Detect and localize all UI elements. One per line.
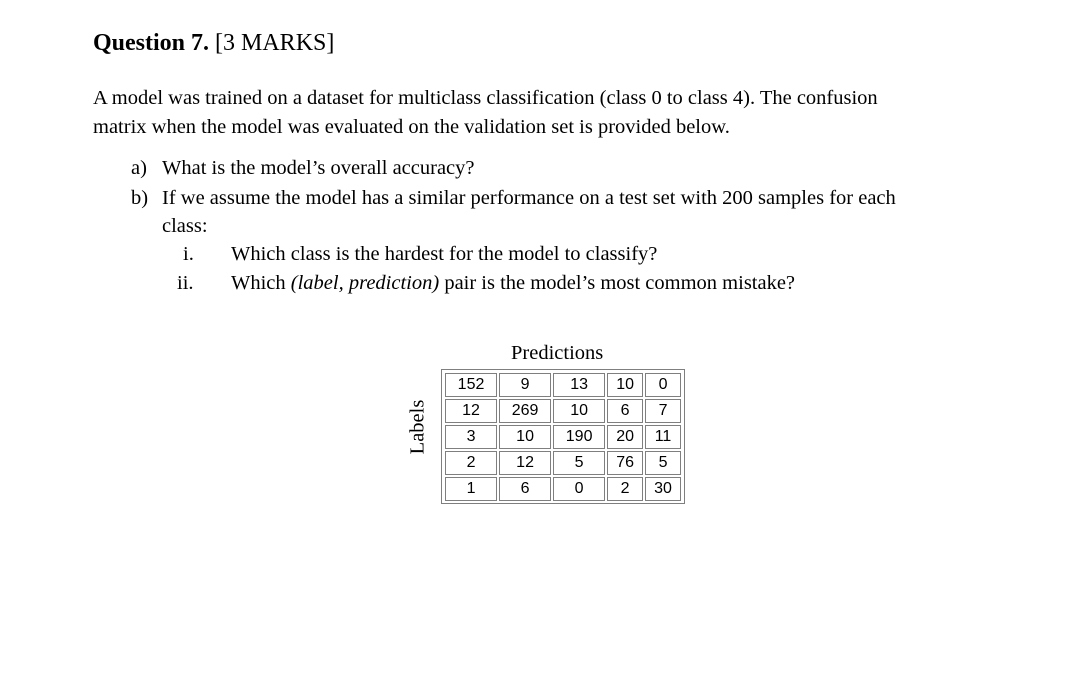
question-heading	[93, 30, 334, 57]
matrix-cell: 7	[645, 399, 681, 423]
matrix-cell: 1	[445, 477, 497, 501]
matrix-cell: 152	[445, 373, 497, 397]
part-b-ii-text	[231, 269, 795, 298]
part-b-ii-italic: (label, prediction)	[290, 272, 440, 294]
matrix-cell: 0	[553, 477, 605, 501]
part-b-marker: b)	[131, 187, 149, 209]
labels-axis-label: Labels	[406, 399, 429, 455]
matrix-row	[445, 399, 681, 423]
part-a-text: What is the model’s overall accuracy?	[162, 157, 475, 179]
labels-axis-label-box	[398, 399, 438, 455]
matrix-cell: 20	[607, 425, 643, 449]
matrix-cell: 269	[499, 399, 551, 423]
confusion-matrix	[441, 369, 685, 504]
matrix-cell: 6	[499, 477, 551, 501]
matrix-row	[445, 451, 681, 475]
matrix-row	[445, 373, 681, 397]
matrix-cell: 190	[553, 425, 605, 449]
matrix-cell: 10	[607, 373, 643, 397]
matrix-cell: 13	[553, 373, 605, 397]
intro-line: A model was trained on a dataset for multiclass classification (class 0 to class 4). The confusion	[93, 87, 878, 109]
matrix-cell: 5	[645, 451, 681, 475]
matrix-cell: 76	[607, 451, 643, 475]
part-a-marker: a)	[131, 157, 147, 179]
matrix-cell: 12	[445, 399, 497, 423]
question-intro	[93, 84, 993, 142]
question-number: Question 7.	[93, 30, 210, 56]
matrix-cell: 6	[607, 399, 643, 423]
part-b-ii-prefix: Which	[231, 272, 291, 294]
matrix-cell: 10	[553, 399, 605, 423]
part-b-ii-suffix: pair is the model’s most common mistake?	[439, 272, 796, 294]
matrix-cell: 9	[499, 373, 551, 397]
part-b-ii-marker: ii.	[177, 272, 194, 294]
matrix-cell: 0	[645, 373, 681, 397]
part-b-text-cont: class:	[162, 215, 208, 237]
predictions-axis-label: Predictions	[511, 342, 604, 364]
part-b-i-marker: i.	[183, 243, 194, 265]
intro-line: matrix when the model was evaluated on the validation set is provided below.	[93, 116, 730, 138]
part-b-text: If we assume the model has a similar performance on a test set with 200 samples for each	[162, 187, 896, 209]
matrix-cell: 11	[645, 425, 681, 449]
matrix-cell: 12	[499, 451, 551, 475]
matrix-cell: 5	[553, 451, 605, 475]
matrix-cell: 2	[607, 477, 643, 501]
matrix-cell: 10	[499, 425, 551, 449]
question-marks: [3 MARKS]	[209, 30, 335, 56]
confusion-matrix-table	[443, 371, 683, 503]
matrix-cell: 2	[445, 451, 497, 475]
matrix-cell: 30	[645, 477, 681, 501]
matrix-row	[445, 477, 681, 501]
matrix-row	[445, 425, 681, 449]
part-b-i-text: Which class is the hardest for the model to classify?	[231, 243, 658, 265]
matrix-cell: 3	[445, 425, 497, 449]
